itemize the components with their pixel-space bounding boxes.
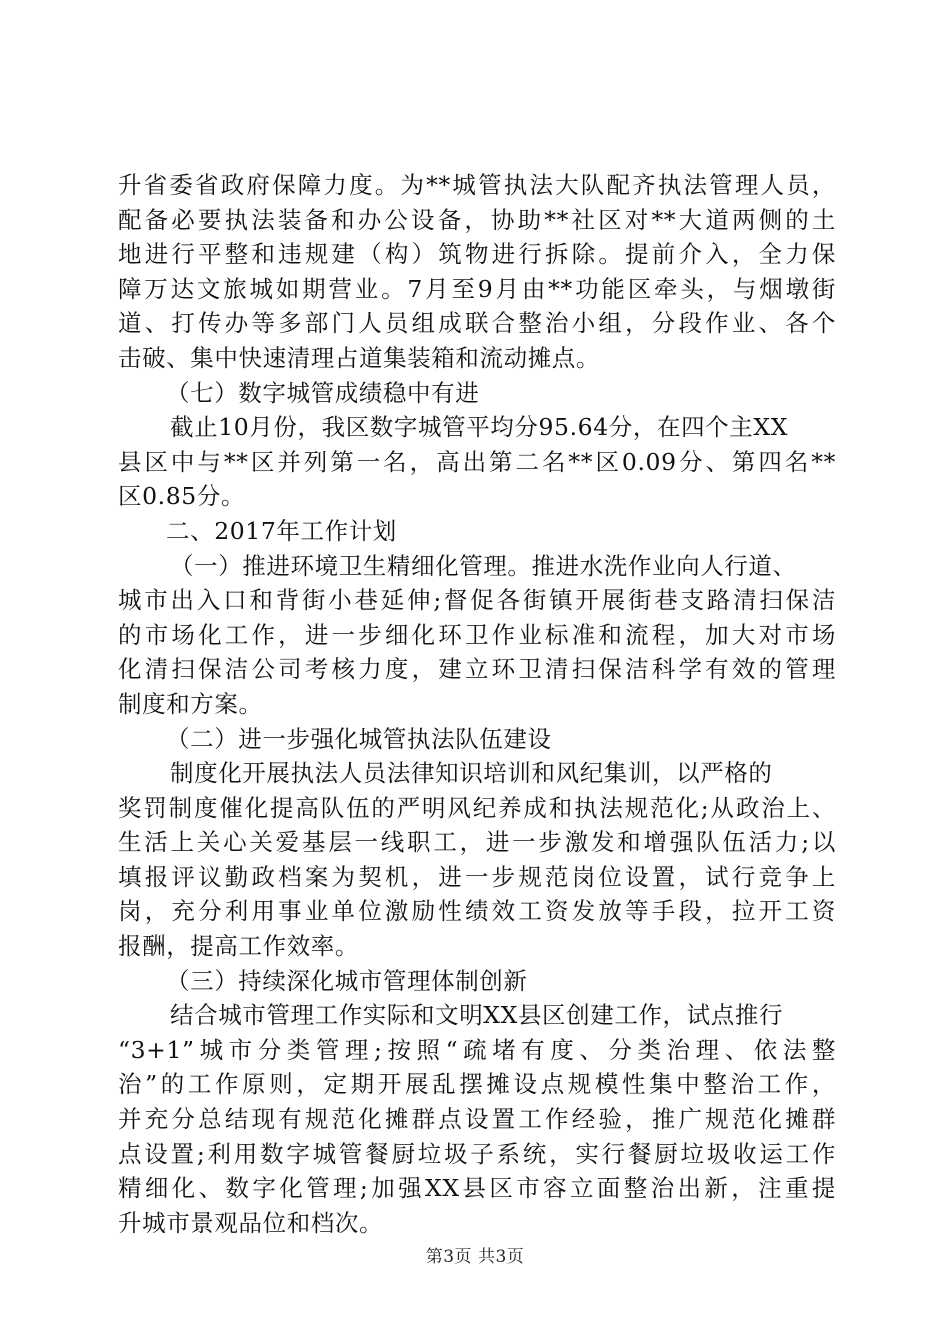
text-line: 的市场化工作，进一步细化环卫作业标准和流程，加大对市场 [118,620,836,649]
text-line: 配备必要执法装备和办公设备，协助**社区对**大道两侧的土 [118,205,836,234]
section-heading: （二）进一步强化城管执法队伍建设 [166,724,552,753]
text-line: 区0.85分。 [118,482,246,511]
text-line: 地进行平整和违规建（构）筑物进行拆除。提前介入，全力保 [118,240,836,269]
text-line: 障万达文旅城如期营业。7月至9月由**功能区牵头，与烟墩街 [118,274,836,303]
text-line: 升省委省政府保障力度。为**城管执法大队配齐执法管理人员， [118,171,836,199]
text-line: 生活上关心关爱基层一线职工，进一步激发和增强队伍活力;以 [118,828,836,857]
text-line: 结合城市管理工作实际和文明XX县区创建工作，试点推行 [170,1001,784,1030]
text-line: 升城市景观品位和档次。 [118,1208,384,1237]
text-line: 治”的工作原则，定期开展乱摆摊设点规模性集中整治工作， [118,1070,836,1099]
text-line: 城市出入口和背街小巷延伸;督促各街镇开展街巷支路清扫保洁 [118,586,836,615]
text-line: 制度和方案。 [118,689,263,718]
text-line: “3+1”城市分类管理;按照“疏堵有度、分类治理、依法整 [118,1035,836,1064]
text-line: 填报评议勤政档案为契机，进一步规范岗位设置，试行竞争上 [118,862,836,891]
text-line: 道、打传办等多部门人员组成联合整治小组，分段作业、各个 [118,309,836,338]
section-heading: 二、2017年工作计划 [166,516,397,545]
document-body [118,168,836,1240]
text-line: 制度化开展执法人员法律知识培训和风纪集训，以严格的 [170,759,773,788]
text-line: 击破、集中快速清理占道集装箱和流动摊点。 [118,343,600,372]
text-line: 岗，充分利用事业单位激励性绩效工资发放等手段，拉开工资 [118,897,836,926]
text-line: 精细化、数字化管理;加强XX县区市容立面整治出新，注重提 [118,1174,836,1203]
section-heading: （七）数字城管成绩稳中有进 [166,378,480,407]
section-heading: （三）持续深化城市管理体制创新 [166,966,528,995]
page-number-footer: 第3页 共3页 [425,1247,525,1267]
text-line: 点设置;利用数字城管餐厨垃圾子系统，实行餐厨垃圾收运工作 [118,1139,836,1168]
text-line: 报酬，提高工作效率。 [118,932,359,961]
text-line: 化清扫保洁公司考核力度，建立环卫清扫保洁科学有效的管理 [118,655,836,684]
text-line: 奖罚制度催化提高队伍的严明风纪养成和执法规范化;从政治上、 [118,793,836,822]
text-line: （一）推进环境卫生精细化管理。推进水洗作业向人行道、 [170,551,797,580]
text-line: 县区中与**区并列第一名，高出第二名**区0.09分、第四名** [118,447,836,476]
text-line: 并充分总结现有规范化摊群点设置工作经验，推广规范化摊群 [118,1105,836,1134]
text-line: 截止10月份，我区数字城管平均分95.64分，在四个主XX [170,413,789,442]
